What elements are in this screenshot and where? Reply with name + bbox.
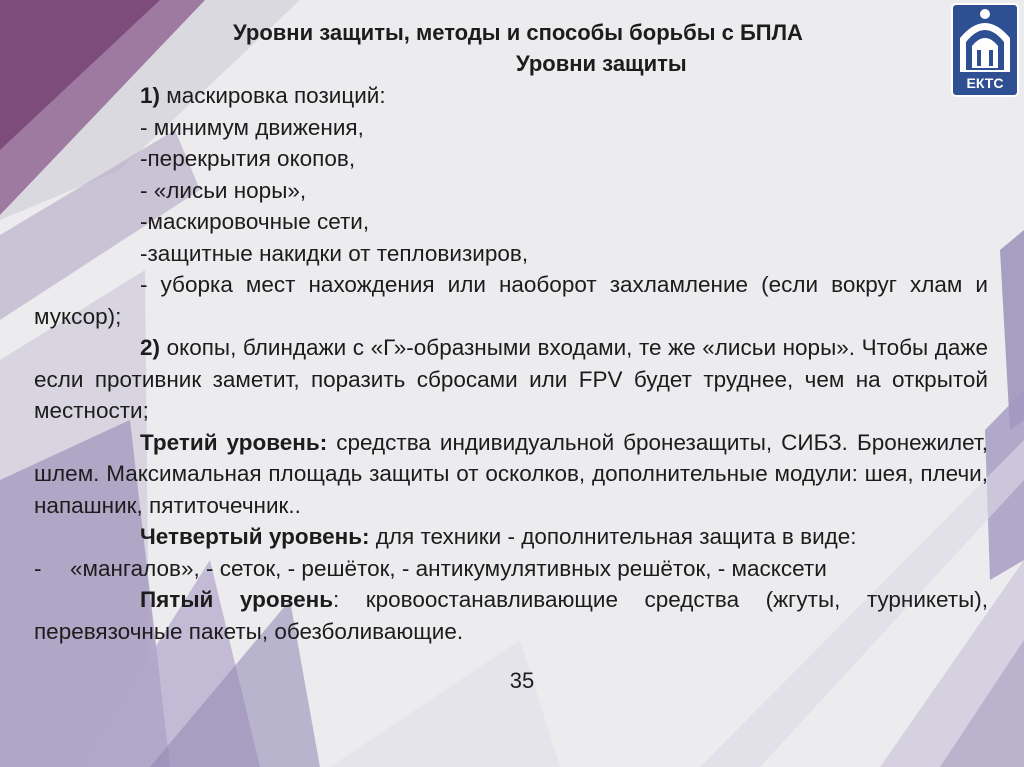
logo-text: ЕКТС	[966, 75, 1004, 91]
level5-paragraph	[34, 584, 988, 647]
level1-item: - «лисьи норы»,	[140, 177, 307, 203]
level5-label: Пятый уровень	[140, 587, 334, 612]
level1-item: -маскировочные сети,	[140, 209, 370, 234]
level4-bullet-text: «мангалов», - сеток, - решёток, - антикумулятивных решёток, - масксети	[70, 555, 827, 581]
level2-number: 2)	[140, 335, 161, 360]
level1-heading	[34, 80, 988, 112]
level1-number: 1)	[140, 83, 161, 108]
level1-item: -защитные накидки от тепловизиров,	[140, 240, 529, 266]
page-number: 35	[509, 668, 535, 693]
level1-last-item: - уборка мест нахождения или наоборот захламление (если вокруг хлам и муксор);	[34, 272, 988, 329]
level1-item: -перекрытия окопов,	[140, 146, 356, 171]
level3-paragraph	[34, 427, 988, 522]
slide-content	[34, 18, 988, 647]
level2-text: окопы, блиндажи с «Г»-образными входами, те же «лисьи норы». Чтобы даже если противник заметит, поразить сбросами или FPV будет труднее, чем на открытой местности;	[34, 335, 988, 423]
level4-bullet-dash: -	[34, 555, 42, 581]
level1-head: маскировка позиций:	[160, 83, 386, 108]
level2-paragraph	[34, 332, 988, 427]
slide-subtitle: Уровни защиты	[516, 51, 687, 76]
slide-title: Уровни защиты, методы и способы борьбы с БПЛА	[233, 20, 803, 45]
level3-label: Третий уровень:	[140, 429, 328, 455]
level3-text: средства индивидуальной бронезащиты, СИБЗ. Бронежилет, шлем. Максимальная площадь защиты от осколков, дополнительные модули: шея, плечи, напашник, пятиточечник..	[34, 429, 988, 518]
level4-text: для техники - дополнительная защита в виде:	[369, 524, 857, 549]
level4-bullet	[34, 553, 988, 585]
level4-heading	[34, 521, 988, 553]
level5-text: : кровоостанавливающие средства (жгуты, турникеты), перевязочные пакеты, обезболивающие.	[34, 587, 989, 644]
level1-item: - минимум движения,	[140, 114, 364, 140]
level4-label: Четвертый уровень:	[140, 524, 370, 549]
